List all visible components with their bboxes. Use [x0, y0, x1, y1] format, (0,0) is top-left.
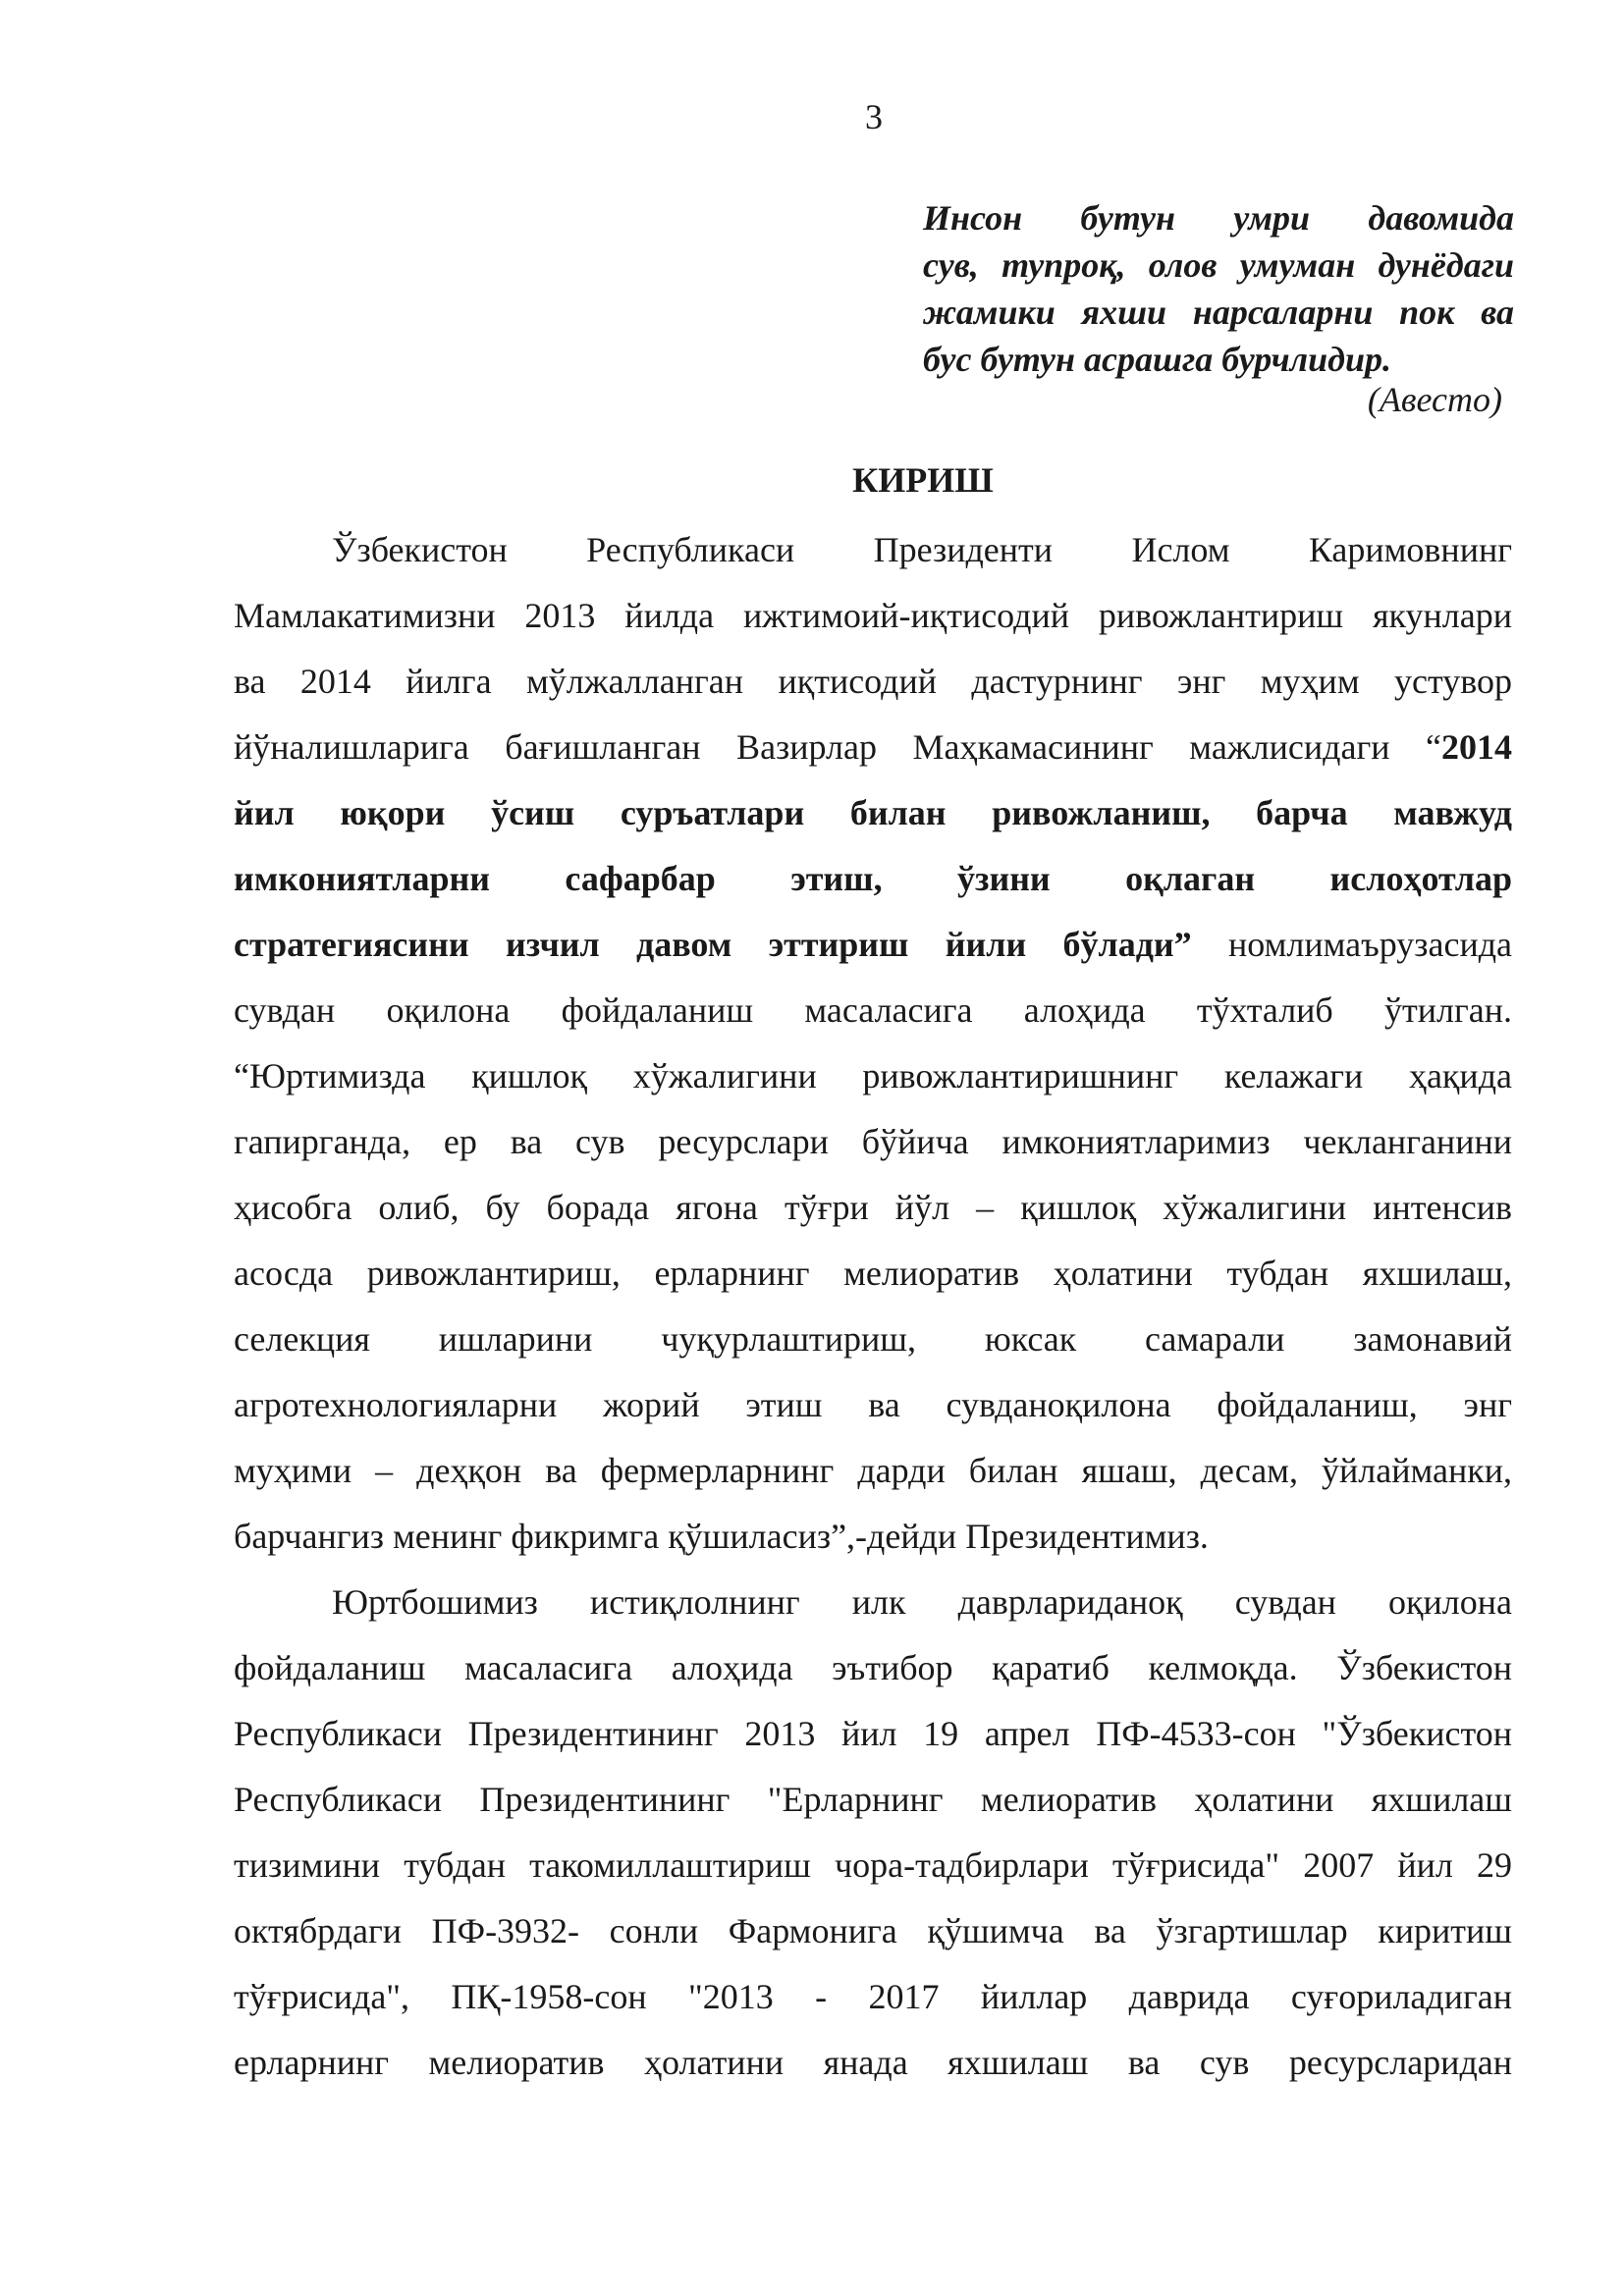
epigraph-line: сув, тупроқ, олов умуман дунёдаги [923, 245, 1514, 285]
text-line: гапирганда, ер ва сув ресурслари бўйича имкониятларимиз чекланганини [234, 1122, 1512, 1161]
text-line: имкониятларни сафарбар этиш, ўзини оқлаган ислоҳотлар [234, 859, 1512, 898]
epigraph-line: Инсон бутун умри давомида [923, 198, 1514, 238]
paragraph-2 [234, 1570, 1512, 2096]
page-number: 3 [865, 97, 883, 136]
text-line: ерларнинг мелиоратив ҳолатини янада яхшилаш ва сув ресурсларидан [234, 2043, 1512, 2082]
text-line: ҳисобга олиб, бу борада ягона тўғри йўл – қишлоқ хўжалигини интенсив [234, 1188, 1512, 1227]
epigraph-line: жамики яхши нарсаларни пок ва [923, 293, 1514, 332]
text-line: ва 2014 йилга мўлжалланган иқтисодий дастурнинг энг муҳим устувор [234, 662, 1512, 701]
paragraph-1 [234, 517, 1512, 1570]
section-heading: КИРИШ [852, 460, 994, 500]
text-line: Юртбошимиз истиқлолнинг илк даврлариданоқ сувдан оқилона [332, 1582, 1512, 1622]
text-line: “Юртимизда қишлоқ хўжалигини ривожлантиришнинг келажаги ҳақида [234, 1056, 1512, 1095]
text-line: октябрдаги ПФ-3932- сонли Фармонига қўшимча ва ўзгартишлар киритиш [234, 1911, 1512, 1950]
bold-text-segment: стратегиясини изчил давом эттириш йили бўлади” [234, 925, 1192, 964]
text-segment: йўналишларига бағишланган Вазирлар Маҳкамасининг мажлисидаги “ [234, 727, 1441, 767]
text-line: тизимини тубдан такомиллаштириш чора-тадбирлари тўғрисида" 2007 йил 29 [234, 1845, 1512, 1885]
text-line: тўғрисида", ПҚ-1958-сон "2013 - 2017 йиллар даврида суғориладиган [234, 1977, 1512, 2016]
text-segment: номлимаърузасида [1228, 925, 1513, 964]
text-line: селекция ишларини чуқурлаштириш, юксак самарали замонавий [234, 1319, 1512, 1359]
text-line: барчангиз менинг фикримга қўшиласиз”,-дейди Президентимиз. [234, 1517, 1209, 1556]
epigraph [923, 194, 1514, 383]
body-text [234, 517, 1512, 2096]
text-line: фойдаланиш масаласига алоҳида эътибор қаратиб келмоқда. Ўзбекистон [234, 1648, 1512, 1687]
text-line: асосда ривожлантириш, ерларнинг мелиоратив ҳолатини тубдан яхшилаш, [234, 1254, 1512, 1293]
text-line: муҳими – деҳқон ва фермерларнинг дарди билан яшаш, десам, ўйлайманки, [234, 1451, 1512, 1490]
text-line: Республикаси Президентининг "Ерларнинг мелиоратив ҳолатини яхшилаш [234, 1780, 1512, 1819]
text-line [234, 715, 1512, 780]
text-line: йил юқори ўсиш суръатлари билан ривожланиш, барча мавжуд [234, 793, 1512, 832]
text-line: сувдан оқилона фойдаланиш масаласига алоҳида тўхталиб ўтилган. [234, 990, 1512, 1030]
text-line: агротехнологияларни жорий этиш ва сувданоқилона фойдаланиш, энг [234, 1385, 1512, 1424]
text-line: Ўзбекистон Республикаси Президенти Ислом Каримовнинг [332, 530, 1512, 569]
text-line [234, 912, 1512, 978]
epigraph-source: (Авесто) [1367, 380, 1502, 419]
text-line: Республикаси Президентининг 2013 йил 19 апрел ПФ-4533-сон "Ўзбекистон [234, 1714, 1512, 1753]
bold-text-segment: 2014 [1441, 727, 1512, 767]
text-line: Мамлакатимизни 2013 йилда ижтимоий-иқтисодий ривожлантириш якунлари [234, 596, 1512, 635]
epigraph-line: бус бутун асрашга бурчлидир. [923, 340, 1392, 379]
